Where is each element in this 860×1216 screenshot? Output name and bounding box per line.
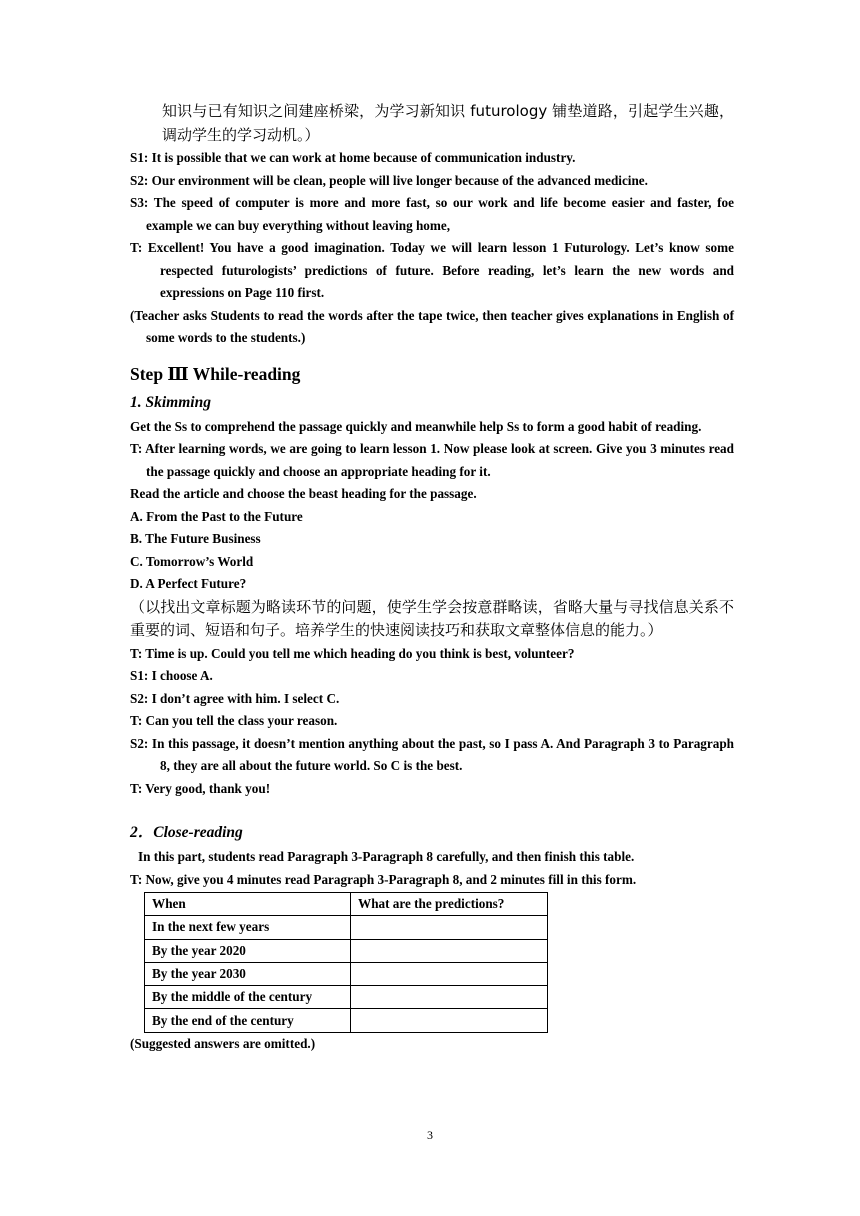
table-row — [145, 939, 548, 962]
table-cell-when: In the next few years — [145, 916, 351, 939]
step3-heading: Step Ⅲ While-reading — [130, 363, 301, 384]
table-row — [145, 986, 548, 1009]
page-number: 3 — [427, 1128, 433, 1142]
table-header-cell: When — [145, 893, 351, 916]
table-cell-when: By the end of the century — [145, 1009, 351, 1032]
option-a: A. From the Past to the Future — [130, 508, 303, 524]
dialogue-line: S3: The speed of computer is more and more fast, so our work and life become easier and faster, foe example we can buy everything without leaving home, — [130, 195, 734, 233]
teacher-instruction-note: (Teacher asks Students to read the words after the tape twice, then teacher gives explanations in English of some words to the students.) — [130, 307, 734, 345]
table-cell-when: By the middle of the century — [145, 986, 351, 1009]
table-cell-prediction[interactable] — [351, 939, 548, 962]
close-reading-line: T: Now, give you 4 minutes read Paragraph 3-Paragraph 8, and 2 minutes fill in this form. — [130, 871, 637, 887]
dialogue-line: S1: It is possible that we can work at home because of communication industry. — [130, 150, 576, 165]
table-cell-when: By the year 2020 — [145, 939, 351, 962]
skimming-chinese-note: （以找出文章标题为略读环节的问题，使学生学会按意群略读，省略大量与寻找信息关系不重要的词、短语和句子。培养学生的快速阅读技巧和获取文章整体信息的能力。） — [130, 597, 734, 639]
table-row — [145, 962, 548, 985]
predictions-table — [144, 892, 548, 1033]
table-cell-prediction[interactable] — [351, 1009, 548, 1032]
dialogue-line: S2: In this passage, it doesn’t mention anything about the past, so I pass A. And Paragraph 3 to Paragraph 8, they are all about the future world. So C is the best. — [130, 735, 734, 773]
option-c: C. Tomorrow’s World — [130, 553, 254, 569]
suggested-answers-note: (Suggested answers are omitted.) — [130, 1035, 316, 1051]
table-cell-when: By the year 2030 — [145, 962, 351, 985]
skimming-line: Read the article and choose the beast heading for the passage. — [130, 486, 477, 501]
skimming-line: Get the Ss to comprehend the passage quickly and meanwhile help Ss to form a good habit of reading. — [130, 418, 702, 434]
option-b: B. The Future Business — [130, 531, 261, 546]
table-cell-prediction[interactable] — [351, 986, 548, 1009]
dialogue-line: S1: I choose A. — [130, 668, 213, 683]
dialogue-line: T: Can you tell the class your reason. — [130, 713, 338, 728]
intro-chinese-note: 知识与已有知识之间建座桥梁，为学习新知识 futurology 铺垫道路，引起学生兴趣，调动学生的学习动机。） — [162, 102, 734, 144]
skimming-line: T: After learning words, we are going to learn lesson 1. Now please look at screen. Give you 3 minutes read the passage quickly and choose an appropriate heading for it. — [130, 441, 734, 479]
dialogue-line: T: Time is up. Could you tell me which heading do you think is best, volunteer? — [130, 645, 575, 661]
skimming-heading: 1. Skimming — [130, 393, 211, 411]
table-header-cell: What are the predictions? — [351, 893, 548, 916]
close-reading-line: In this part, students read Paragraph 3-Paragraph 8 carefully, and then finish this table. — [138, 849, 635, 864]
table-row — [145, 916, 548, 939]
dialogue-line: T: Excellent! You have a good imagination. Today we will learn lesson 1 Futurology. Let’s know some respected futurologists’ predictions of future. Before reading, let’s learn the new words and expressions on Page 110 first. — [130, 240, 734, 300]
dialogue-line: T: Very good, thank you! — [130, 780, 271, 796]
table-cell-prediction[interactable] — [351, 962, 548, 985]
close-reading-heading: 2．Close-reading — [130, 824, 243, 841]
table-row — [145, 1009, 548, 1032]
dialogue-line: S2: I don’t agree with him. I select C. — [130, 690, 340, 706]
dialogue-line: S2: Our environment will be clean, people will live longer because of the advanced medicine. — [130, 172, 648, 188]
table-cell-prediction[interactable] — [351, 916, 548, 939]
document-page — [130, 100, 734, 1055]
option-d: D. A Perfect Future? — [130, 576, 247, 591]
table-header-row — [145, 893, 548, 916]
